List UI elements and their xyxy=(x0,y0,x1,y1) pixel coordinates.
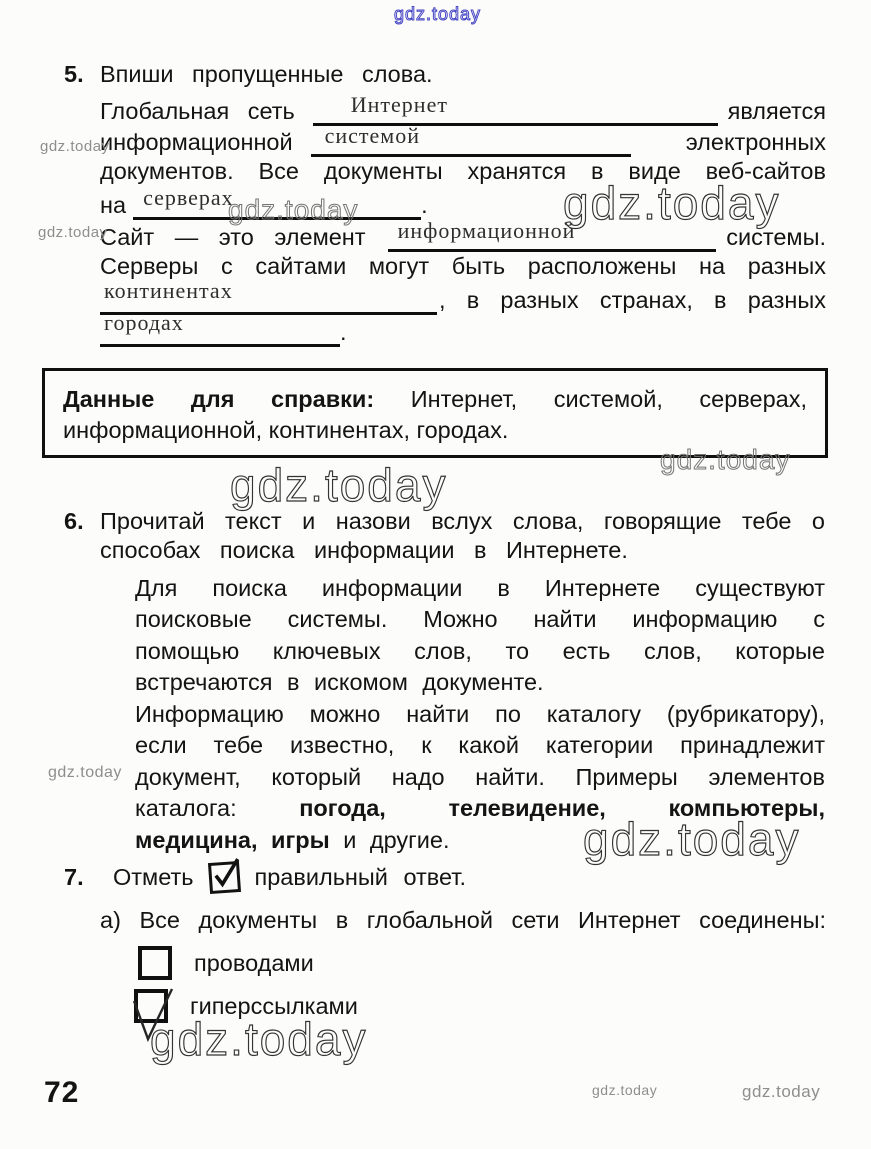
paragraph-line: документ, который надо найти. Примеры элементов xyxy=(135,763,825,790)
option-label-wires: проводами xyxy=(194,949,314,976)
paragraph-line: помощью ключевых слов, то есть слов, которые xyxy=(135,637,825,664)
watermark-top: gdz.today xyxy=(394,4,482,24)
task5-number: 5. xyxy=(64,61,84,87)
watermark-big-3: gdz.today xyxy=(583,813,801,865)
task5-line2-text: информационной xyxy=(100,129,293,156)
task5-title: Впиши пропущенные слова. xyxy=(100,61,433,87)
task5-header xyxy=(64,60,824,92)
reference-line1-rest: Интернет, системой, серверах, xyxy=(410,386,808,412)
task5-line1-after: является xyxy=(727,97,826,124)
task5-line8-after: . xyxy=(340,318,347,345)
task6-number: 6. xyxy=(64,507,84,534)
catalog-item-computers: компьютеры, xyxy=(668,795,825,822)
watermark-mid-2: gdz.today xyxy=(660,444,791,475)
fill-in-blank-system[interactable] xyxy=(311,123,631,157)
task6-paragraph1 xyxy=(135,574,825,700)
catalog-items-rest: и другие. xyxy=(343,826,450,853)
task7-title-before: Отметь xyxy=(113,864,194,890)
watermark-bottom-2: gdz.today xyxy=(742,1082,821,1101)
task6-title-line1: Прочитай текст и назови вслух слова, говорящие тебе о xyxy=(100,507,825,534)
catalog-item-tv: телевидение, xyxy=(448,795,606,822)
checkmark-icon xyxy=(208,856,244,894)
handwritten-answer-servers: серверах xyxy=(143,185,234,211)
paragraph-line: Для поиска информации в Интернете существуют xyxy=(135,575,825,601)
handwritten-answer-internet: Интернет xyxy=(350,91,448,117)
watermark-mid-1: gdz.today xyxy=(228,194,359,225)
task6-header xyxy=(64,504,825,567)
reference-line2: информационной, континентах, городах. xyxy=(63,417,509,443)
watermark-left-1: gdz.today xyxy=(40,138,110,155)
fill-in-blank-cities[interactable] xyxy=(100,309,340,347)
task6-title-line2: способах поиска информации в Интернете. xyxy=(100,536,628,563)
task5-line5-after: системы. xyxy=(726,223,826,250)
task5-line7-after: , в разных странах, в разных xyxy=(439,287,826,314)
catalog-item-games: игры xyxy=(271,826,330,853)
answer-option-wires xyxy=(138,946,314,980)
catalog-item-weather: погода, xyxy=(299,795,386,822)
paragraph-line: Информацию можно найти по каталогу (рубрикатору), xyxy=(135,701,825,727)
checkbox-wires[interactable] xyxy=(138,946,172,980)
task5-line3: документов. Все документы хранятся в виде веб-сайтов xyxy=(100,158,826,185)
task5-line1 xyxy=(100,91,826,126)
paragraph-line: если тебе известно, к какой категории принадлежит xyxy=(135,732,825,759)
handwritten-answer-informational: информационной xyxy=(397,217,576,243)
handwritten-answer-continents: континентах xyxy=(104,278,233,304)
watermark-big-1: gdz.today xyxy=(563,177,781,229)
checked-checkbox-icon xyxy=(207,861,240,894)
task7-number: 7. xyxy=(64,864,84,890)
task5-line7 xyxy=(100,278,826,316)
watermark-big-4: gdz.today xyxy=(150,1013,368,1065)
paragraph-line: встречаются в искомом документе. xyxy=(135,669,544,696)
task7-question: а) Все документы в глобальной сети Интернет соединены: xyxy=(100,907,826,933)
catalog-item-medicine: медицина, xyxy=(135,826,258,853)
task5-line5-text: Сайт — это элемент xyxy=(100,223,366,250)
watermark-big-2: gdz.today xyxy=(230,459,448,511)
watermark-left-3: gdz.today xyxy=(48,764,122,781)
handwritten-answer-cities: городах xyxy=(104,309,184,335)
task5-line4-after: . xyxy=(421,192,428,219)
task5-line6: Серверы с сайтами могут быть расположены на разных xyxy=(100,252,826,279)
watermark-left-2: gdz.today xyxy=(38,224,108,241)
watermark-bottom-1: gdz.today xyxy=(592,1082,658,1098)
handwritten-answer-system: системой xyxy=(324,123,421,149)
catalog-label: каталога: xyxy=(135,795,237,822)
task7-header xyxy=(64,862,466,893)
reference-line1 xyxy=(63,384,807,415)
page-number: 72 xyxy=(44,1076,80,1109)
task5-line8 xyxy=(100,309,826,347)
option-label-hyperlinks: гиперссылками xyxy=(190,992,358,1019)
task5-line1-text: Глобальная сеть xyxy=(100,97,295,124)
task5-line2 xyxy=(100,123,826,158)
paragraph-line: поисковые системы. Можно найти информацию с xyxy=(135,606,825,633)
task7-title-after: правильный ответ. xyxy=(254,864,466,890)
task5-line2-after: электронных xyxy=(685,129,826,156)
reference-label: Данные для справки: xyxy=(63,386,375,412)
task5-line4-text: на xyxy=(100,192,127,219)
